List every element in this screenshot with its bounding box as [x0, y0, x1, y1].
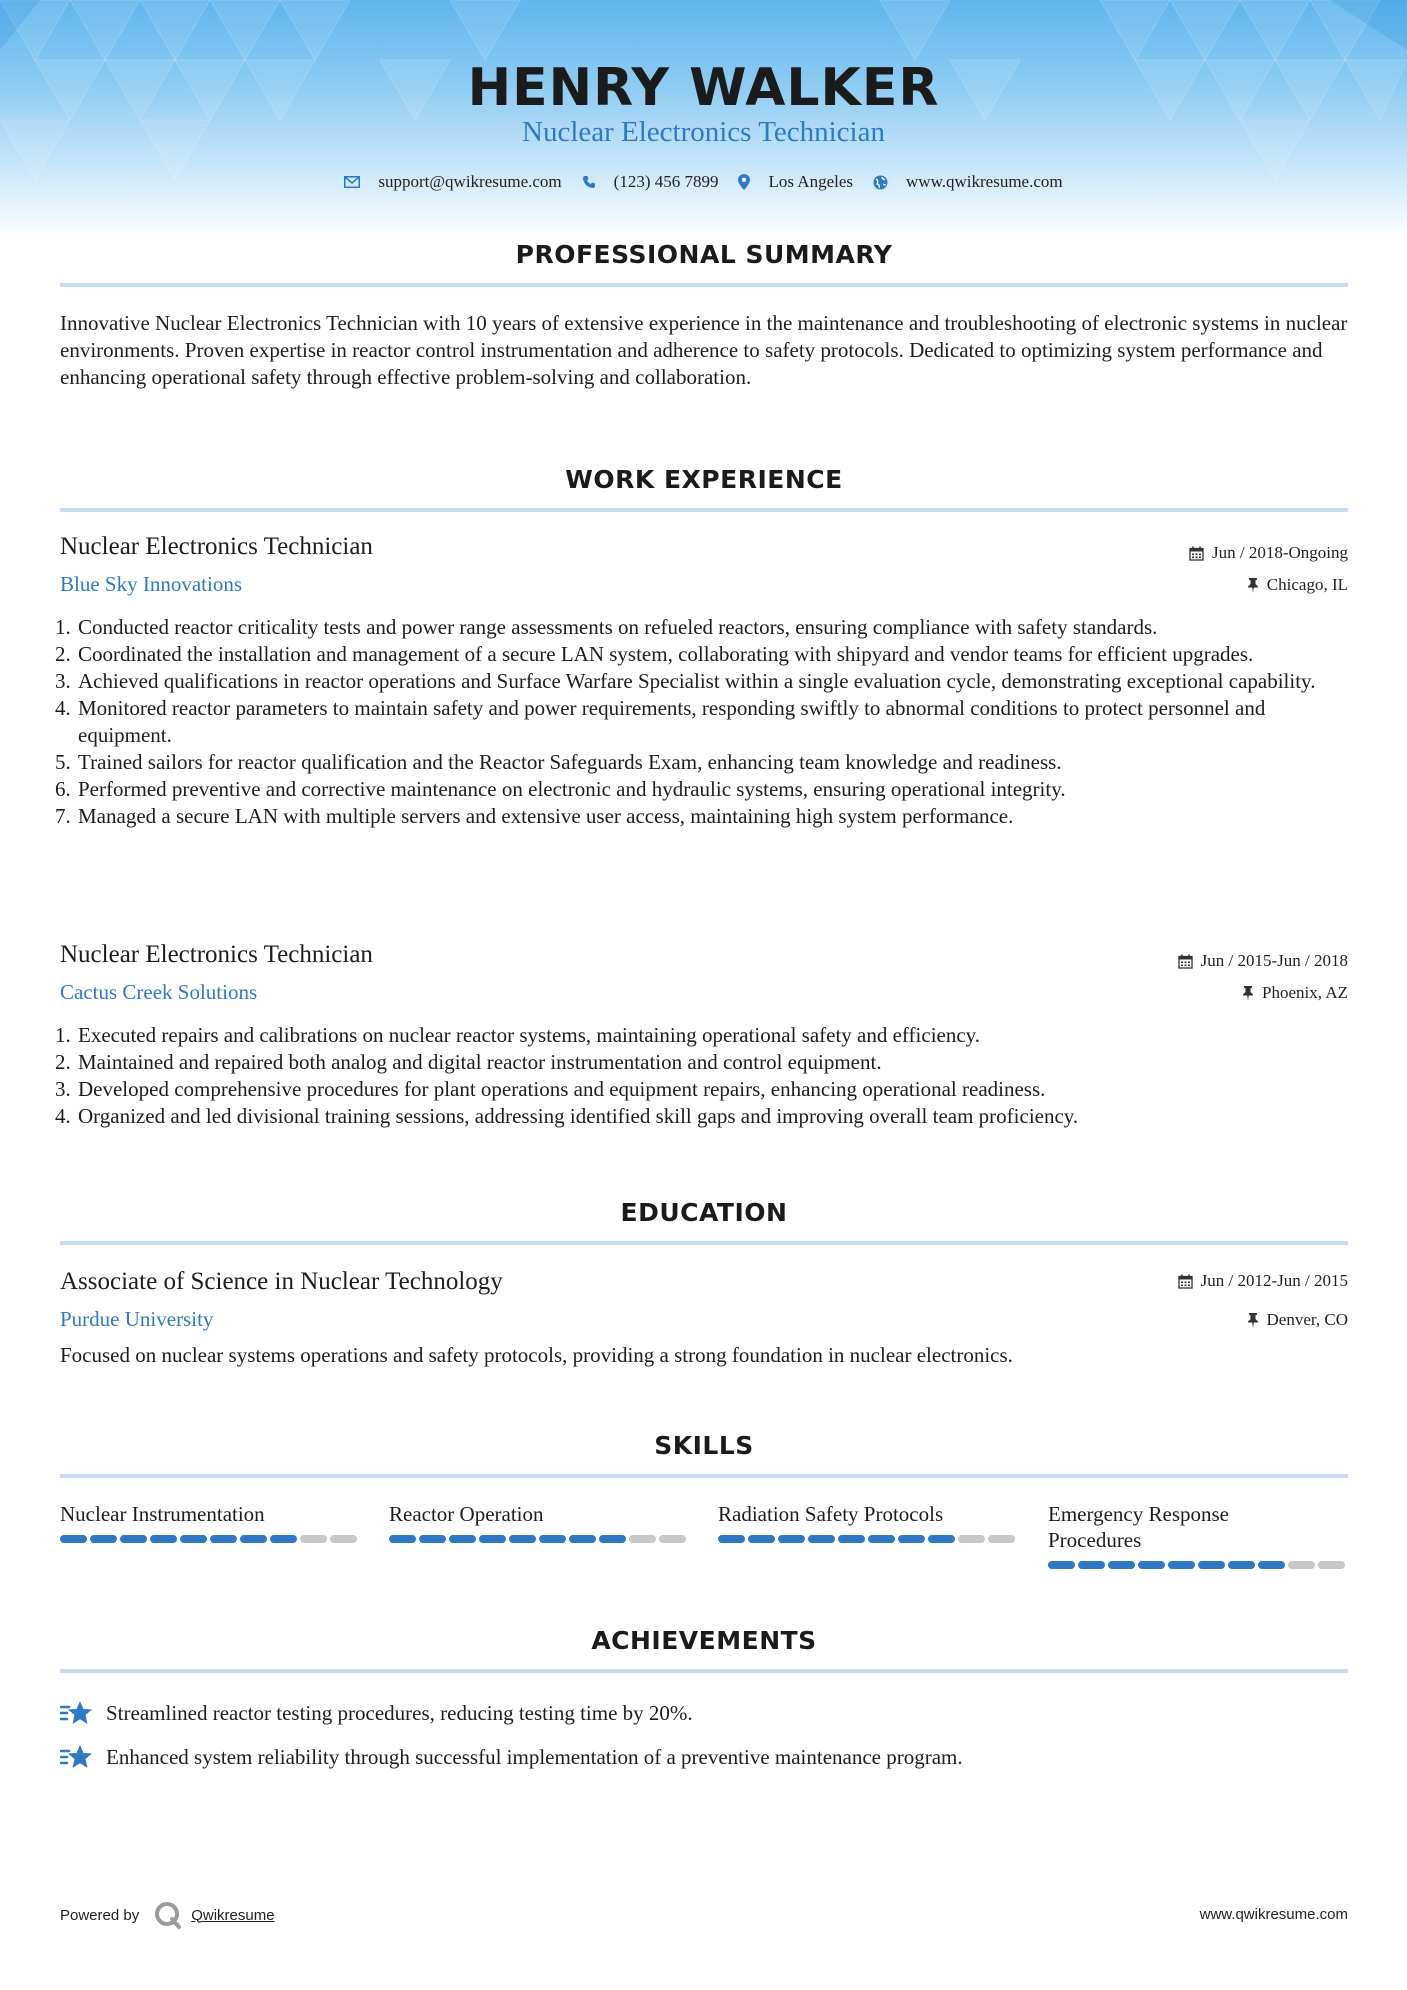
section-title-experience: WORK EXPERIENCE: [565, 465, 843, 494]
contact-row: [0, 172, 1407, 192]
skill-segment-empty: [1288, 1561, 1315, 1569]
education-dates-text: Jun / 2012-Jun / 2015: [1200, 1271, 1348, 1290]
job-dates: [1189, 543, 1348, 563]
skill-segment-filled: [718, 1535, 745, 1543]
skill-segment-empty: [958, 1535, 985, 1543]
skill-segment-filled: [180, 1535, 207, 1543]
list-item: 1. Executed repairs and calibrations on nuclear reactor systems, maintaining operational safety and efficiency.: [55, 1023, 981, 1047]
skill-segment-filled: [1048, 1561, 1075, 1569]
email-text: support@qwikresume.com: [378, 172, 562, 191]
skill-segment-filled: [419, 1535, 446, 1543]
job-bullets: [55, 1022, 1350, 1130]
skill-segment-filled: [1198, 1561, 1225, 1569]
skill-name: Emergency Response Procedures: [1048, 1502, 1229, 1552]
skill-segment-filled: [270, 1535, 297, 1543]
candidate-title: Nuclear Electronics Technician: [522, 116, 885, 148]
calendar-icon: [1189, 546, 1204, 561]
skill-segment-filled: [1168, 1561, 1195, 1569]
skill-segment-filled: [210, 1535, 237, 1543]
list-item: 4. Organized and led divisional training sessions, addressing identified skill gaps and improving overall team proficiency.: [55, 1104, 1079, 1128]
contact-location: [738, 172, 853, 192]
job-location-text: Chicago, IL: [1266, 575, 1348, 594]
skill-segment-filled: [868, 1535, 895, 1543]
skill-item: [389, 1501, 689, 1543]
globe-icon: [873, 175, 888, 190]
website-text: www.qwikresume.com: [906, 172, 1063, 191]
skill-segment-filled: [898, 1535, 925, 1543]
skill-segment-filled: [928, 1535, 955, 1543]
job-dates: [1178, 951, 1348, 971]
section-divider: [60, 1669, 1348, 1673]
skill-item: [60, 1501, 360, 1543]
list-item: 5. Trained sailors for reactor qualification and the Reactor Safeguards Exam, enhancing team knowledge and readiness.: [55, 750, 1062, 774]
skill-name: Reactor Operation: [389, 1502, 544, 1526]
envelope-icon: [344, 176, 360, 188]
summary-text: Innovative Nuclear Electronics Technician with 10 years of extensive experience in the maintenance and troubleshooting of electronic systems in nuclear environments. Proven expertise in reactor control instrumentation and adherence to safety protocols. Dedicated to optimizing system performance and enhancing operational safety through effective problem-solving and collaboration.: [60, 311, 1348, 389]
skill-segment-filled: [778, 1535, 805, 1543]
job-title: Nuclear Electronics Technician: [60, 533, 373, 560]
skill-name: Nuclear Instrumentation: [60, 1502, 265, 1526]
job-location: [1247, 575, 1348, 595]
star-badge-icon: [60, 1743, 94, 1771]
footer-powered-by: [60, 1900, 275, 1930]
star-badge-icon: [60, 1699, 94, 1727]
education-dates: [1178, 1271, 1348, 1291]
job-title: Nuclear Electronics Technician: [60, 941, 373, 968]
phone-icon: [582, 175, 596, 189]
job-company: Cactus Creek Solutions: [60, 980, 258, 1004]
skill-item: [1048, 1501, 1348, 1569]
job-location: [1242, 983, 1348, 1003]
calendar-icon: [1178, 954, 1193, 969]
qwikresume-logo-icon: [153, 1900, 183, 1930]
skill-segment-empty: [629, 1535, 656, 1543]
skill-segment-filled: [599, 1535, 626, 1543]
pushpin-icon: [1242, 986, 1254, 1001]
skill-segment-filled: [240, 1535, 267, 1543]
job-dates-text: Jun / 2018-Ongoing: [1212, 543, 1348, 562]
skill-segment-filled: [1108, 1561, 1135, 1569]
skill-segment-empty: [300, 1535, 327, 1543]
school-name: Purdue University: [60, 1307, 214, 1331]
skill-segment-filled: [838, 1535, 865, 1543]
contact-phone[interactable]: [582, 172, 719, 192]
powered-by-label: Powered by: [60, 1906, 140, 1924]
skill-segment-filled: [569, 1535, 596, 1543]
calendar-icon: [1178, 1274, 1193, 1289]
degree-title: Associate of Science in Nuclear Technology: [60, 1268, 503, 1295]
skill-level-bar: [60, 1535, 360, 1543]
candidate-name: HENRY WALKER: [467, 58, 940, 118]
skill-level-bar: [1048, 1561, 1348, 1569]
section-divider: [60, 1241, 1348, 1245]
section-title-skills: SKILLS: [654, 1431, 754, 1460]
list-item: 3. Developed comprehensive procedures for plant operations and equipment repairs, enhancing operational readiness.: [55, 1077, 1046, 1101]
job-location-text: Phoenix, AZ: [1262, 983, 1348, 1002]
education-description: Focused on nuclear systems operations and safety protocols, providing a strong foundation in nuclear electronics.: [60, 1343, 1013, 1367]
section-divider: [60, 508, 1348, 512]
skill-segment-filled: [389, 1535, 416, 1543]
skill-segment-filled: [90, 1535, 117, 1543]
section-title-education: EDUCATION: [620, 1198, 788, 1227]
footer-website[interactable]: www.qwikresume.com: [1199, 1906, 1348, 1923]
education-location: [1247, 1310, 1348, 1330]
list-item: 4. Monitored reactor parameters to maintain safety and power requirements, responding swiftly to abnormal conditions to protect personnel and equipment.: [55, 696, 1266, 747]
skill-segment-filled: [808, 1535, 835, 1543]
map-pin-icon: [738, 174, 750, 190]
skill-segment-filled: [1078, 1561, 1105, 1569]
contact-email[interactable]: [344, 172, 561, 192]
list-item: 2. Coordinated the installation and management of a secure LAN system, collaborating with shipyard and vendor teams for efficient upgrades.: [55, 642, 1254, 666]
job-dates-text: Jun / 2015-Jun / 2018: [1200, 951, 1348, 970]
skill-segment-filled: [1228, 1561, 1255, 1569]
skill-item: [718, 1501, 1018, 1543]
skill-segment-filled: [509, 1535, 536, 1543]
skill-segment-filled: [60, 1535, 87, 1543]
contact-website[interactable]: [873, 172, 1063, 192]
skill-segment-filled: [1138, 1561, 1165, 1569]
section-divider: [60, 1474, 1348, 1478]
list-item: 6. Performed preventive and corrective maintenance on electronic and hydraulic systems, ensuring operational integrity.: [55, 777, 1066, 801]
skill-segment-filled: [150, 1535, 177, 1543]
skill-segment-filled: [539, 1535, 566, 1543]
achievement-item: [60, 1699, 693, 1727]
skill-segment-filled: [748, 1535, 775, 1543]
list-item: 7. Managed a secure LAN with multiple servers and extensive user access, maintaining high system performance.: [55, 804, 1014, 828]
pushpin-icon: [1247, 1313, 1259, 1328]
phone-text: (123) 456 7899: [613, 172, 719, 191]
list-item: 1. Conducted reactor criticality tests and power range assessments on refueled reactors, ensuring compliance with safety standards.: [55, 615, 1158, 639]
location-text: Los Angeles: [768, 172, 854, 191]
skill-segment-empty: [988, 1535, 1015, 1543]
qwikresume-link[interactable]: Qwikresume: [191, 1906, 275, 1924]
skill-segment-filled: [479, 1535, 506, 1543]
skill-name: Radiation Safety Protocols: [718, 1502, 944, 1526]
pushpin-icon: [1247, 578, 1259, 593]
skill-segment-empty: [1318, 1561, 1345, 1569]
achievement-text: Streamlined reactor testing procedures, reducing testing time by 20%.: [106, 1700, 693, 1725]
skill-segment-filled: [1258, 1561, 1285, 1569]
list-item: 2. Maintained and repaired both analog and digital reactor instrumentation and control equipment.: [55, 1050, 882, 1074]
section-title-achievements: ACHIEVEMENTS: [591, 1626, 817, 1655]
skill-level-bar: [718, 1535, 1018, 1543]
section-title-summary: PROFESSIONAL SUMMARY: [515, 240, 893, 269]
achievement-item: [60, 1743, 963, 1771]
skill-level-bar: [389, 1535, 689, 1543]
job-company: Blue Sky Innovations: [60, 572, 242, 596]
skill-segment-filled: [120, 1535, 147, 1543]
achievement-text: Enhanced system reliability through successful implementation of a preventive maintenance program.: [106, 1744, 963, 1769]
section-divider: [60, 283, 1348, 287]
education-location-text: Denver, CO: [1266, 1310, 1348, 1329]
skill-segment-filled: [449, 1535, 476, 1543]
skill-segment-empty: [330, 1535, 357, 1543]
skill-segment-empty: [659, 1535, 686, 1543]
list-item: 3. Achieved qualifications in reactor operations and Surface Warfare Specialist within a single evaluation cycle, demonstrating exceptional capability.: [55, 669, 1316, 693]
job-bullets: [55, 614, 1350, 830]
